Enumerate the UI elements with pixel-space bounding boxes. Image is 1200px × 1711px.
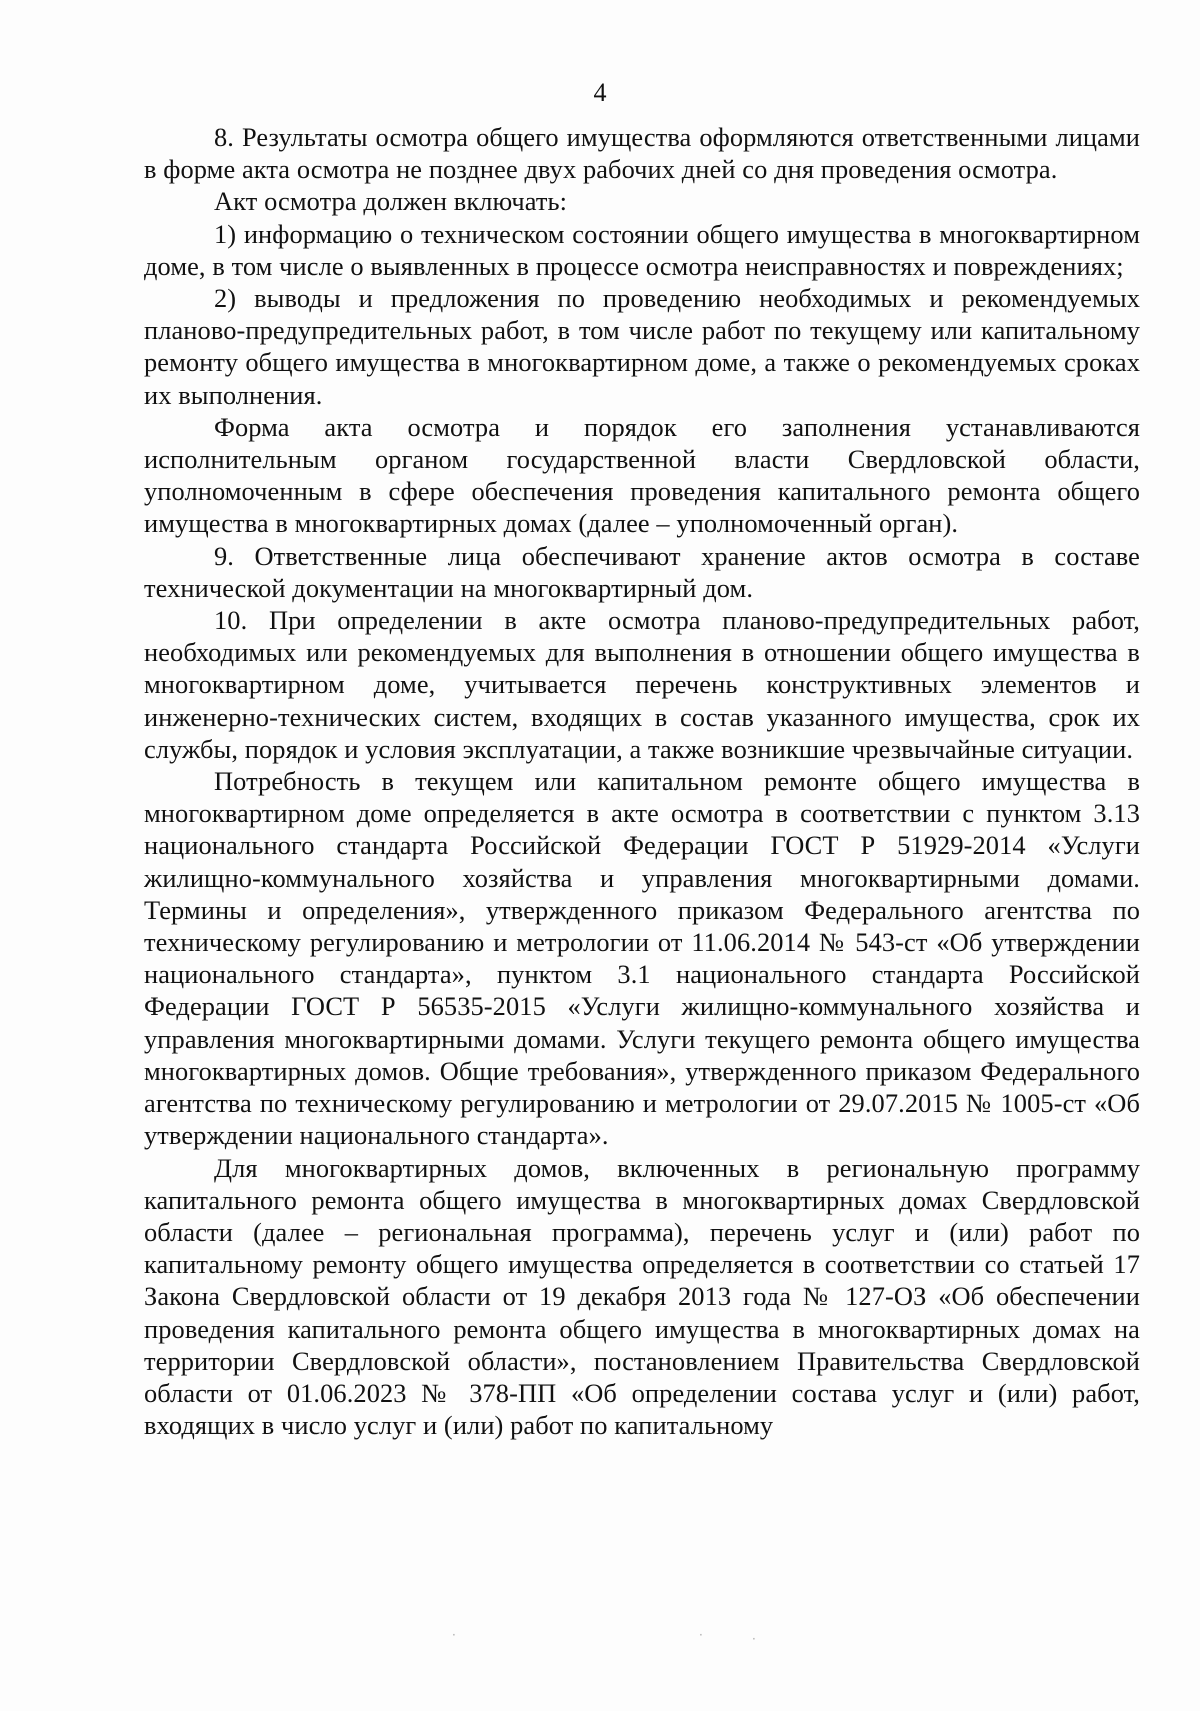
paragraph-repair-need: Потребность в текущем или капитальном ремонте общего имущества в многоквартирном доме определяется в акте осмотра в соответствии с пунктом 3.13 национального стандарта Российской Федерации ГОСТ Р 51929-2014 «Услуги жилищно-коммунального хозяйства и управления многоквартирными домами. Термины и определения», утвержденного приказом Федерального агентства по техническому регулированию и метрологии от 11.06.2014 № 543-ст «Об утверждении национального стандарта», пунктом 3.1 национального стандарта Российской Федерации ГОСТ Р 56535-2015 «Услуги жилищно-коммунального хозяйства и управления многоквартирными домами. Услуги текущего ремонта общего имущества многоквартирных домов. Общие требования», утвержденного приказом Федерального агентства по техническому регулированию и метрологии от 29.07.2015 № 1005-ст «Об утверждении национального стандарта». bbox=[144, 766, 1140, 1151]
page-number: 4 bbox=[593, 78, 607, 107]
scan-artifact: · bbox=[452, 1628, 456, 1642]
paragraph-8: 8. Результаты осмотра общего имущества оформляются ответственными лицами в форме акта осмотра не позднее двух рабочих дней со дня проведения осмотра. bbox=[144, 122, 1140, 185]
paragraph-10: 10. При определении в акте осмотра планово-предупредительных работ, необходимых или рекомендуемых для выполнения в отношении общего имущества в многоквартирном доме, учитывается перечень конструктивных элементов и инженерно-технических систем, входящих в состав указанного имущества, срок их службы, порядок и условия эксплуатации, а также возникшие чрезвычайные ситуации. bbox=[144, 605, 1140, 764]
paragraph-act-form: Форма акта осмотра и порядок его заполнения устанавливаются исполнительным органом государственной власти Свердловской области, уполномоченным в сфере обеспечения проведения капитального ремонта общего имущества в многоквартирных домах (далее – уполномоченный орган). bbox=[144, 411, 1140, 539]
paragraph-9: 9. Ответственные лица обеспечивают хранение актов осмотра в составе технической документации на многоквартирный дом. bbox=[144, 540, 1140, 603]
paragraph-list-item-2: 2) выводы и предложения по проведению необходимых и рекомендуемых планово-предупредительных работ, в том числе работ по текущему или капитальному ремонту общего имущества в многоквартирном доме, а также о рекомендуемых сроках их выполнения. bbox=[144, 283, 1140, 410]
document-body bbox=[144, 121, 1140, 1441]
paragraph-act-contents-intro: Акт осмотра должен включать: bbox=[214, 186, 568, 217]
scan-artifact: · bbox=[699, 1628, 703, 1642]
paragraph-list-item-1: 1) информацию о техническом состоянии общего имущества в многоквартирном доме, в том числе о выявленных в процессе осмотра неисправностях и повреждениях; bbox=[144, 218, 1140, 281]
scan-artifact: · bbox=[752, 1632, 756, 1646]
paragraph-regional-program: Для многоквартирных домов, включенных в региональную программу капитального ремонта общего имущества в многоквартирных домах Свердловской области (далее – региональная программа), перечень услуг и (или) работ по капитальному ремонту общего имущества определяется в соответствии со статьей 17 Закона Свердловской области от 19 декабря 2013 года № 127-ОЗ «Об обеспечении проведения капитального ремонта общего имущества в многоквартирных домах на территории Свердловской области», постановлением Правительства Свердловской области от 01.06.2023 № 378-ПП «Об определении состава услуг и (или) работ, входящих в число услуг и (или) работ по капитальному bbox=[144, 1152, 1140, 1441]
